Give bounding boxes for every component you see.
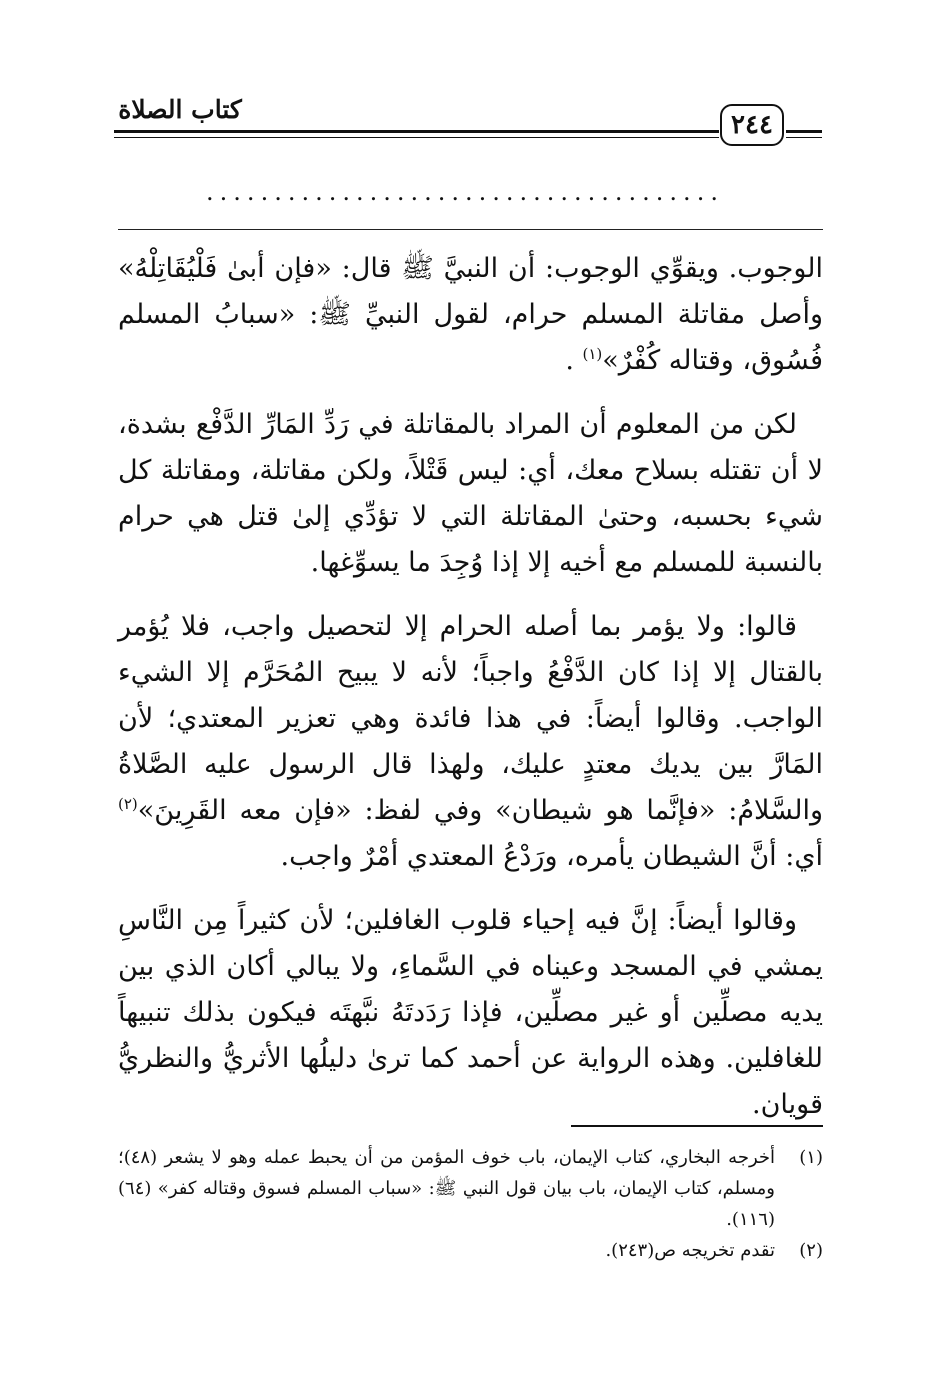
page-number: ٢٤٤	[720, 104, 784, 146]
paragraph-1	[118, 246, 823, 384]
header-rule-thin	[114, 137, 719, 138]
paragraph-3-text: قالوا: ولا يؤمر بما أصله الحرام إلا لتحصيل واجب، فلا يُؤمر بالقتال إلا إذا كان الدَّفْعُ واجباً؛ لأنه لا يبيح المُحَرَّم إلا الشيء الواجب. وقالوا أيضاً: في هذا فائدة وهي تعزير المعتدي؛ لأن المَارَّ بين يديك معتدٍ عليك، ولهذا قال الرسول عليه الصَّلاةُ والسَّلامُ: «فإنَّما هو شيطان» وفي لفظ: «فإن معه القَرِينَ»	[118, 611, 823, 826]
paragraph-2: لكن من المعلوم أن المراد بالمقاتلة في رَدِّ المَارِّ الدَّفْع بشدة، لا أن تقتله بسلاح معك، أي: ليس قَتْلاً، ولكن مقاتلة، ومقاتلة كل شيء بحسبه، وحتىٰ المقاتلة التي لا تؤدِّي إلىٰ قتل هي حرام بالنسبة للمسلم مع أخيه إلا إذا وُجِدَ ما يسوِّغها.	[118, 409, 823, 578]
book-title: كتاب الصلاة	[118, 95, 242, 124]
header-rule-right-thin	[786, 137, 822, 138]
paragraph-1-end: .	[565, 345, 583, 376]
footnotes	[118, 1142, 823, 1266]
footnote-number: (٢)	[799, 1240, 823, 1261]
paragraph-1-text: الوجوب. ويقوِّي الوجوب: أن النبيَّ ﷺ قال: «فإن أبىٰ فَلْيُقَاتِلْهُ» وأصل مقاتلة المسلم حرام، لقول النبيِّ ﷺ: «سبابُ المسلم فُسُوق، وقتاله كُفْرٌ»	[118, 253, 823, 376]
header-rule	[114, 130, 719, 133]
footnote	[118, 1142, 823, 1235]
footnote	[118, 1235, 823, 1266]
paragraph-3	[118, 604, 823, 880]
footnote-text: أخرجه البخاري، كتاب الإيمان، باب خوف المؤمن من أن يحبط عمله وهو لا يشعر (٤٨)؛ ومسلم، كتاب الإيمان، باب بيان قول النبي ﷺ: «سباب المسلم فسوق وقتاله كفر» (٦٤) (١١٦).	[118, 1147, 775, 1230]
footnote-marker-1: (١)	[582, 345, 603, 363]
content-top-rule	[118, 229, 823, 230]
footnote-marker-2: (٢)	[118, 795, 138, 813]
dotted-separator: ......................................	[206, 180, 724, 204]
paragraph-4: وقالوا أيضاً: إنَّ فيه إحياء قلوب الغافلين؛ لأن كثيراً مِن النَّاسِ يمشي في المسجد وعيناه في السَّماءِ، ولا يبالي أكان الذي بين يديه مصلِّين أو غير مصلِّين، فإذا رَدَدتَهُ نبَّهتَه فيكون بذلك تنبيهاً للغافلين. وهذه الرواية عن أحمد كما ترىٰ دليلُها الأثريُّ والنظريُّ قويان.	[118, 905, 823, 1120]
paragraph-3-end: أي: أنَّ الشيطان يأمره، ورَدْعُ المعتدي أمْرٌ واجب.	[280, 841, 823, 872]
main-text	[118, 246, 823, 1146]
page-header	[0, 0, 941, 160]
footnote-separator	[571, 1125, 823, 1127]
footnote-number: (١)	[799, 1147, 823, 1168]
footnote-text: تقدم تخريجه ص(٢٤٣).	[605, 1240, 775, 1261]
header-rule-right	[786, 130, 822, 133]
